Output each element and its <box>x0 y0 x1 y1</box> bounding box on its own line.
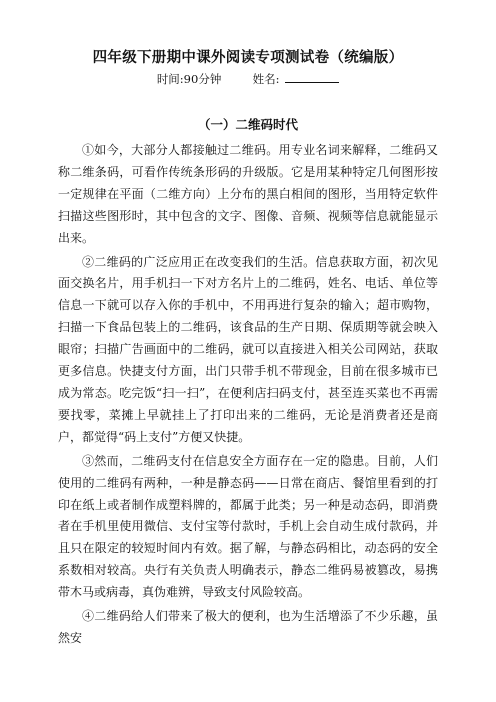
exam-meta <box>58 70 438 88</box>
paragraph-2: ②二维码的广泛应用正在改变我们的生活。信息获取方面，初次见面交换名片，用手机扫一下对方名片上的二维码，姓名、电话、单位等信息一下就可以存入你的手机中，不用再进行复杂的输入；超市购物，扫描一下食品包装上的二维码，该食品的生产日期、保质期等就会映入眼帘；扫描广告画面中的二维码，就可以直接进入相关公司网站，获取更多信息。快捷支付方面，出门只带手机不带现金，目前在很多城市已成为常态。吃完饭“扫一扫”，在便利店扫码支付，甚至连买菜也不再需要找零，菜摊上早就挂上了打印出来的二维码，无论是消费者还是商户，都觉得“码上支付”方便又快捷。 <box>58 254 438 444</box>
document-title: 四年级下册期中课外阅读专项测试卷（统编版） <box>92 50 404 66</box>
paragraph-1: ①如今，大部分人都接触过二维码。用专业名词来解释，二维码又称二维条码，可看作传统条形码的升级版。它是用某种特定几何图形按一定规律在平面（二维方向）上分布的黑白相间的图形，当用特定软件扫描这些图形时，其中包含的文字、图像、音频、视频等信息就能显示出来。 <box>58 143 438 245</box>
name-blank-line <box>285 70 339 83</box>
paragraph-4: ④二维码给人们带来了极大的便利，也为生活增添了不少乐趣，虽然安 <box>58 609 438 645</box>
section-title: （一）二维码时代 <box>197 117 298 132</box>
time-label: 时间:90分钟 <box>156 72 222 86</box>
name-label: 姓名: <box>252 72 280 86</box>
paragraph-3: ③然而，二维码支付在信息安全方面存在一定的隐患。目前，人们使用的二维码有两种，一种是静态码——日常在商店、餐馆里看到的打印在纸上或者制作成塑料牌的，都属于此类；另一种是动态码，即消费者在手机里使用微信、支付宝等付款时，手机上会自动生成付款码，并且只在限定的较短时间内有效。据了解，与静态码相比，动态码的安全系数相对较高。央行有关负责人明确表示，静态二维码易被篡改，易携带木马或病毒，真伪难辨，导致支付风险较高。 <box>58 453 438 600</box>
